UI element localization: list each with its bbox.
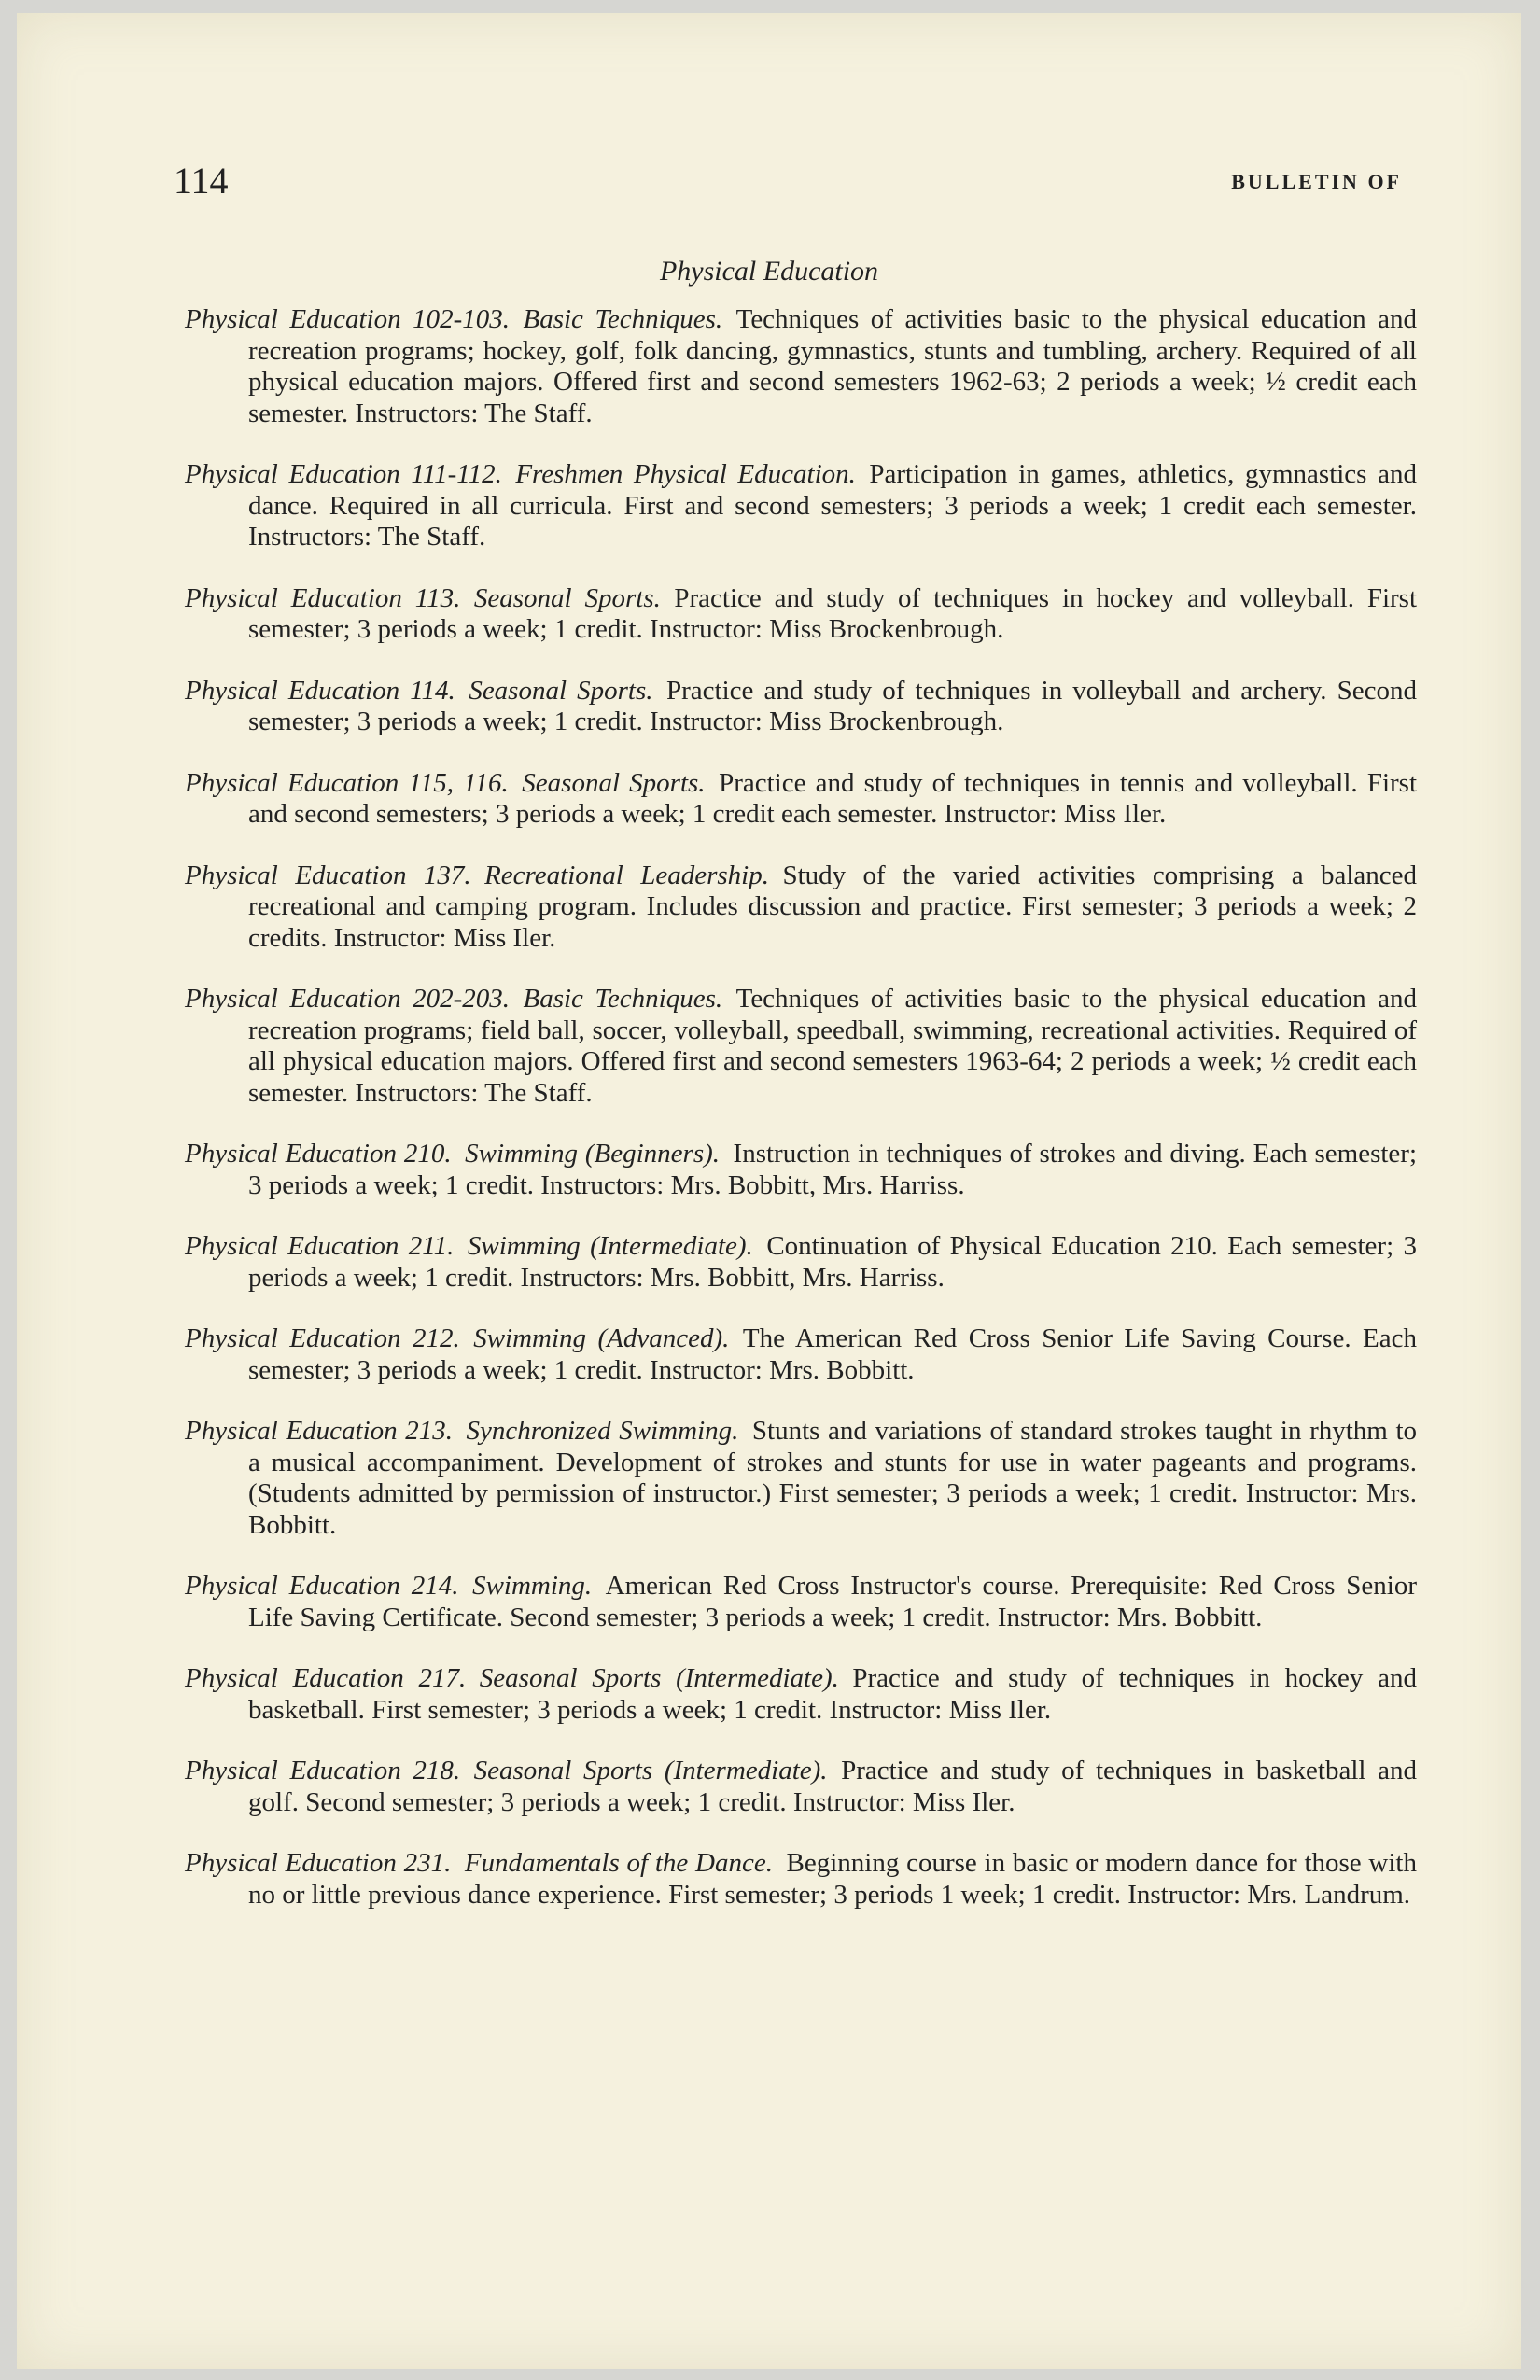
course-entry (185, 676, 1417, 738)
course-description: American Red Cross Instructor's course. Prerequisite: Red Cross Senior Life Saving Certificate. Second semester; 3 periods a week; 1 credit. Instructor: Mrs. Bobbitt. (248, 1571, 1417, 1632)
course-title: Physical Education 212. (185, 1323, 460, 1353)
page-header (174, 159, 1402, 215)
course-name: Swimming (Beginners). (465, 1139, 721, 1169)
course-entry (185, 1323, 1417, 1386)
course-description: Instruction in techniques of strokes and diving. Each semester; 3 periods a week; 1 credit. Instructors: Mrs. Bobbitt, Mrs. Harriss. (248, 1139, 1417, 1200)
course-description: Techniques of activities basic to the physical education and recreation programs; hockey, golf, folk dancing, gymnastics, stunts and tumbling, archery. Required of all physical education majors. Offered first and second semesters 1962-63; 2 periods a week; ½ credit each semester. Instructors: The Staff. (248, 304, 1418, 428)
course-description: Study of the varied activities comprising a balanced recreational and camping program. Includes discussion and practice. First semester; 3 periods a week; 2 credits. Instructor: Miss Iler. (248, 860, 1417, 953)
course-entry (185, 1571, 1417, 1633)
course-title: Physical Education 211. (185, 1231, 455, 1261)
course-title: Physical Education 202-203. (185, 984, 510, 1014)
course-name: Swimming (Advanced). (473, 1323, 730, 1353)
course-description: Practice and study of techniques in hockey and volleyball. First semester; 3 periods a week; 1 credit. Instructor: Miss Brockenbrough. (248, 582, 1418, 644)
course-title: Physical Education 102-103. (185, 304, 510, 334)
running-head: BULLETIN OF (1231, 170, 1402, 193)
course-entry (185, 861, 1417, 955)
course-name: Recreational Leadership. (484, 860, 769, 890)
section-title: Physical Education (659, 256, 879, 287)
course-name: Synchronized Swimming. (466, 1416, 739, 1446)
course-entry (185, 1848, 1417, 1911)
course-name: Seasonal Sports (Intermediate). (473, 1756, 828, 1785)
course-name: Fundamentals of the Dance. (464, 1848, 773, 1878)
course-name: Freshmen Physical Education. (515, 459, 856, 489)
course-entry (185, 768, 1417, 831)
course-title: Physical Education 114. (185, 675, 455, 706)
page-number: 114 (174, 160, 229, 202)
course-title: Physical Education 137. (185, 860, 471, 890)
course-description: The American Red Cross Senior Life Saving Course. Each semester; 3 periods a week; 1 credit. Instructor: Mrs. Bobbitt. (248, 1323, 1417, 1385)
course-description: Beginning course in basic or modern dance for those with no or little previous dance experience. First semester; 3 periods 1 week; 1 credit. Instructor: Mrs. Landrum. (248, 1848, 1417, 1910)
course-name: Swimming (Intermediate). (467, 1231, 753, 1261)
course-entry (185, 1663, 1417, 1726)
course-entry (185, 1139, 1417, 1201)
course-title: Physical Education 210. (185, 1139, 452, 1169)
course-title: Physical Education 213. (185, 1416, 454, 1446)
course-name: Seasonal Sports. (522, 767, 706, 798)
course-entry (185, 304, 1417, 429)
course-description: Techniques of activities basic to the physical education and recreation programs; field ball, soccer, volleyball, speedball, swimming, recreational activities. Required of all physical education majors. Offered first and second semesters 1963-64; 2 periods a week; ½ credit each semester. Instructors: The Staff. (248, 984, 1418, 1108)
course-entry (185, 1416, 1417, 1541)
course-title: Physical Education 218. (185, 1756, 461, 1785)
course-name: Swimming. (472, 1571, 593, 1601)
course-title: Physical Education 231. (185, 1848, 452, 1878)
course-entry (185, 1231, 1417, 1294)
course-title: Physical Education 113. (185, 582, 461, 613)
course-description: Continuation of Physical Education 210. Each semester; 3 periods a week; 1 credit. Instructors: Mrs. Bobbitt, Mrs. Harriss. (248, 1231, 1417, 1293)
course-title: Physical Education 115, 116. (185, 767, 509, 798)
course-entry (185, 984, 1417, 1109)
course-entry (185, 1756, 1417, 1818)
course-title: Physical Education 214. (185, 1571, 459, 1601)
course-description: Practice and study of techniques in volleyball and archery. Second semester; 3 periods a week; 1 credit. Instructor: Miss Brockenbrough. (248, 675, 1418, 736)
course-entry (185, 583, 1417, 646)
course-entry (185, 459, 1417, 553)
course-name: Seasonal Sports (Intermediate). (479, 1663, 839, 1693)
course-name: Basic Techniques. (523, 304, 723, 334)
course-name: Seasonal Sports. (469, 675, 653, 706)
course-description: Practice and study of techniques in basketball and golf. Second semester; 3 periods a week; 1 credit. Instructor: Miss Iler. (248, 1756, 1417, 1817)
course-name: Seasonal Sports. (473, 582, 661, 613)
course-description: Practice and study of techniques in hockey and basketball. First semester; 3 periods a week; 1 credit. Instructor: Miss Iler. (248, 1663, 1417, 1725)
course-name: Basic Techniques. (523, 984, 723, 1014)
course-description: Participation in games, athletics, gymnastics and dance. Required in all curricula. First and second semesters; 3 periods a week; 1 credit each semester. Instructors: The Staff. (248, 459, 1417, 552)
course-description: Practice and study of techniques in tennis and volleyball. First and second semesters; 3 periods a week; 1 credit each semester. Instructor: Miss Iler. (248, 767, 1418, 829)
course-title: Physical Education 217. (185, 1663, 467, 1693)
document-page (17, 13, 1521, 2369)
course-title: Physical Education 111-112. (185, 459, 502, 489)
course-list (185, 304, 1417, 1940)
course-description: Stunts and variations of standard strokes taught in rhythm to a musical accompaniment. Development of strokes and stunts for use in water pageants and programs. (Students admitted by permission of instructor.) First semester; 3 periods a week; 1 credit. Instructor: Mrs. Bobbitt. (248, 1416, 1418, 1540)
